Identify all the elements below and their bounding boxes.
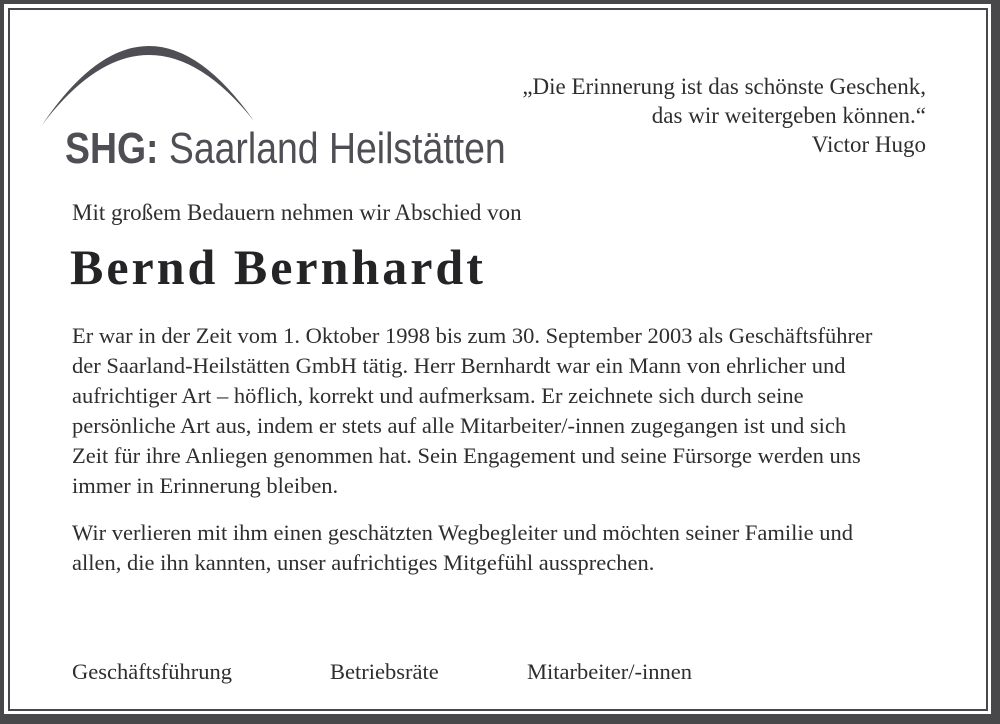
signature-betriebsraete: Betriebsräte (330, 659, 439, 684)
quote-attribution: Victor Hugo (811, 132, 926, 157)
paragraph-line: der Saarland-Heilstätten GmbH tätig. Herr Bernhardt war ein Mann von ehrlicher und (72, 353, 846, 378)
paragraph-line: immer in Erinnerung bleiben. (72, 473, 339, 498)
obituary-intro-line: Mit großem Bedauern nehmen wir Abschied von (72, 200, 522, 225)
paragraph-line: persönliche Art aus, indem er stets auf alle Mitarbeiter/-innen zugegangen ist und sich (72, 413, 847, 438)
logo-brand-primary: SHG: (65, 124, 159, 173)
obituary-paragraph-2 (72, 518, 853, 578)
shg-logo-wordmark (65, 126, 506, 172)
paragraph-line: allen, die ihn kannten, unser aufrichtiges Mitgefühl aussprechen. (72, 550, 655, 575)
paragraph-line: Wir verlieren mit ihm einen geschätzten Wegbegleiter und möchten seiner Familie und (72, 520, 853, 545)
signatures-row (72, 657, 692, 687)
obituary-paragraph-1 (72, 321, 872, 501)
shg-arc-logo-icon (40, 44, 256, 128)
signature-mitarbeiter: Mitarbeiter/-innen (527, 659, 692, 684)
deceased-name: Bernd Bernhardt (70, 239, 486, 295)
quote-line: „Die Erinnerung ist das schönste Geschenk, (522, 74, 926, 99)
paragraph-line: aufrichtiger Art – höflich, korrekt und aufmerksam. Er zeichnete sich durch seine (72, 383, 804, 408)
signature-geschaeftsfuehrung: Geschäftsführung (72, 659, 232, 684)
logo-brand-secondary: Saarland Heilstätten (158, 124, 506, 173)
quote-line: das wir weitergeben können.“ (651, 103, 926, 128)
memorial-quote (522, 72, 926, 159)
paragraph-line: Er war in der Zeit vom 1. Oktober 1998 bis zum 30. September 2003 als Geschäftsführer (72, 323, 873, 348)
paragraph-line: Zeit für ihre Anliegen genommen hat. Sein Engagement und seine Fürsorge werden uns (72, 443, 861, 468)
